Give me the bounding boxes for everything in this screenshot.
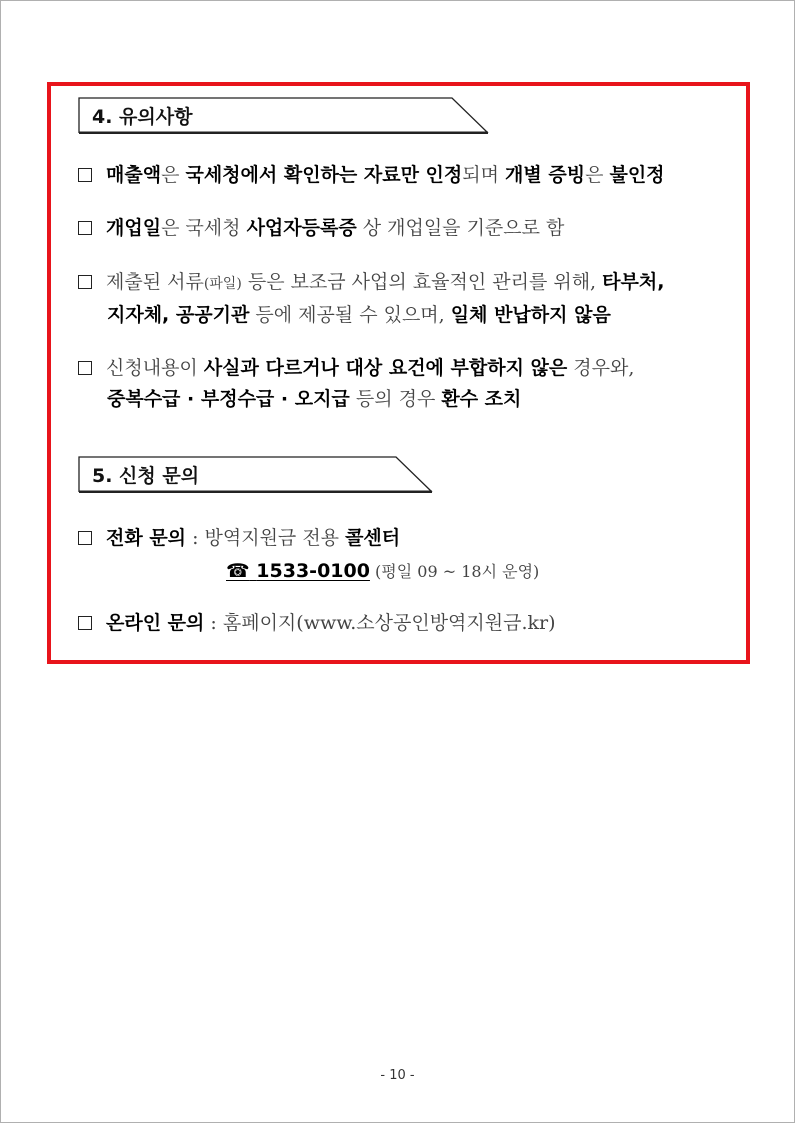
notice-item-4-text-line2 [107, 388, 521, 410]
body-text: 제출된 서류 [106, 271, 204, 293]
phone-inquiry [78, 523, 400, 553]
notice-item-2-text [106, 217, 564, 239]
emphasis-text: 중복수급 · 부정수급 · 오지급 [107, 388, 350, 410]
emphasis-text: 사업자등록증 [246, 217, 357, 239]
homepage-link[interactable]: 홈페이지(www.소상공인방역지원금.kr) [222, 612, 556, 634]
call-center-label: 콜센터 [345, 527, 401, 549]
emphasis-text: 매출액 [106, 164, 162, 186]
checkbox-icon [78, 168, 92, 182]
phone-link[interactable] [226, 560, 370, 582]
checkbox-icon [78, 221, 92, 235]
phone-icon: ☎ [226, 560, 250, 582]
emphasis-text: 지자체, 공공기관 [107, 304, 250, 326]
emphasis-text: 환수 조치 [441, 388, 522, 410]
notice-item-3-text-line2 [107, 304, 611, 326]
emphasis-text: 개업일 [106, 217, 162, 239]
checkbox-icon [78, 361, 92, 375]
phone-number-line [226, 558, 539, 585]
section-5-header [78, 456, 434, 492]
notice-item-2 [78, 213, 564, 243]
notice-item-1 [78, 160, 665, 190]
emphasis-text: 일체 반납하지 않음 [450, 304, 611, 326]
online-inquiry [78, 608, 556, 638]
body-text: 상 개업일을 기준으로 함 [356, 217, 565, 239]
notice-item-4-text-line1 [106, 357, 634, 379]
notice-item-3-text-line1 [106, 271, 664, 293]
body-text: 신청내용이 [106, 357, 204, 379]
body-text: 경우와, [567, 357, 635, 379]
body-text: 등에 제공될 수 있으며, [249, 304, 451, 326]
body-text: 은 국세청 [161, 217, 247, 239]
notice-item-4 [78, 353, 634, 415]
emphasis-text: 불인정 [609, 164, 665, 186]
body-text: 은 [585, 164, 610, 186]
body-text: 등의 경우 [349, 388, 442, 410]
emphasis-text: 사실과 다르거나 대상 요건에 부합하지 않은 [203, 357, 568, 379]
body-text: (파일) [203, 276, 242, 292]
notice-item-3 [78, 267, 664, 331]
section-4-header [78, 97, 490, 133]
body-text: 은 [161, 164, 186, 186]
checkbox-icon [78, 275, 92, 289]
checkbox-icon [78, 531, 92, 545]
emphasis-text: 국세청에서 확인하는 자료만 인정 [185, 164, 463, 186]
notice-item-1-text [106, 164, 665, 186]
section-5-title: 5. 신청 문의 [92, 465, 200, 487]
online-inquiry-label: 온라인 문의 [106, 612, 205, 634]
emphasis-text: 개별 증빙 [505, 164, 586, 186]
checkbox-icon [78, 616, 92, 630]
section-4-title: 4. 유의사항 [92, 106, 193, 128]
phone-inquiry-sep: : [186, 527, 205, 549]
emphasis-text: 타부처, [602, 271, 665, 293]
body-text: 되며 [462, 164, 506, 186]
online-inquiry-sep: : [204, 612, 223, 634]
page-number: - 10 - [380, 1068, 415, 1083]
phone-number: 1533-0100 [256, 560, 370, 582]
phone-inquiry-desc: 방역지원금 전용 [204, 527, 346, 549]
operating-hours: (평일 09 ~ 18시 운영) [369, 562, 540, 581]
body-text: 등은 보조금 사업의 효율적인 관리를 위해, [241, 271, 603, 293]
phone-inquiry-label: 전화 문의 [106, 527, 187, 549]
